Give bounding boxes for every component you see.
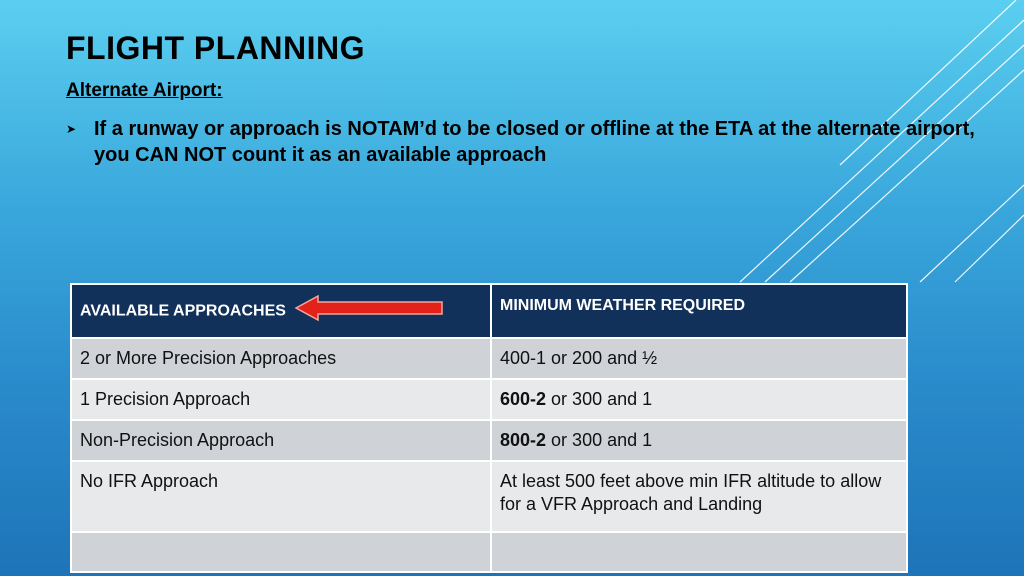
table-row xyxy=(71,532,907,572)
header-minimum-weather: MINIMUM WEATHER REQUIRED xyxy=(491,284,907,338)
table-row xyxy=(71,379,907,420)
weather-cell xyxy=(491,532,907,572)
weather-text: or 300 and 1 xyxy=(546,430,653,450)
red-left-arrow-icon xyxy=(294,294,444,329)
header-label: AVAILABLE APPROACHES xyxy=(80,302,286,320)
bullet-text: If a runway or approach is NOTAM’d to be closed or offline at the ETA at the alternate airport, you CAN NOT count it as an available approach xyxy=(94,118,975,166)
slide-subtitle: Alternate Airport: xyxy=(66,80,223,101)
table-row xyxy=(71,420,907,461)
weather-text: At least 500 feet above min IFR altitude to allow for a VFR Approach and Landing xyxy=(500,471,882,514)
table-row xyxy=(71,461,907,532)
approach-cell: Non-Precision Approach xyxy=(71,420,491,461)
approach-cell: 2 or More Precision Approaches xyxy=(71,338,491,379)
header-available-approaches xyxy=(71,284,491,338)
approaches-table xyxy=(70,283,908,573)
weather-text: or 300 and 1 xyxy=(546,389,653,409)
bullet-item xyxy=(66,116,996,168)
weather-bold: 800-2 xyxy=(500,430,547,450)
slide-title: FLIGHT PLANNING xyxy=(66,30,366,66)
approach-cell: No IFR Approach xyxy=(71,461,491,532)
weather-text: 400-1 or 200 and ½ xyxy=(500,348,658,368)
weather-cell xyxy=(491,379,907,420)
approach-cell: 1 Precision Approach xyxy=(71,379,491,420)
table-header-row xyxy=(71,284,907,338)
arrow-bullet-icon: ➤ xyxy=(66,122,77,136)
weather-bold: 600-2 xyxy=(500,389,547,409)
weather-cell xyxy=(491,420,907,461)
weather-cell xyxy=(491,338,907,379)
table-row xyxy=(71,338,907,379)
approach-cell xyxy=(71,532,491,572)
weather-cell xyxy=(491,461,907,532)
